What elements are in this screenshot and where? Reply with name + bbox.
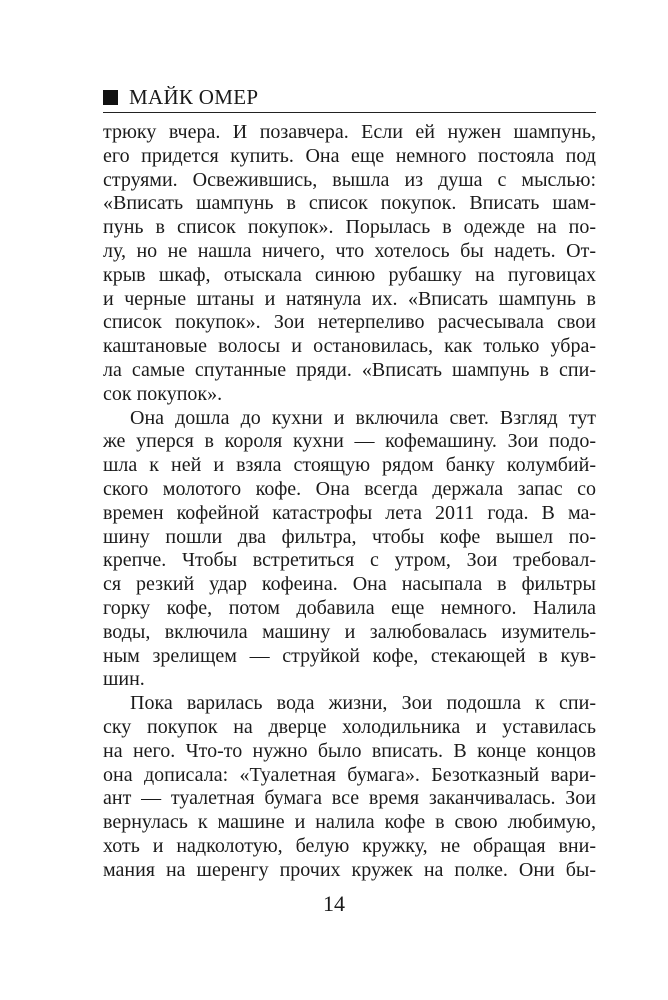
text-line: ла самые спутанные пряди. «Вписать шампунь в спи- [103, 358, 596, 381]
text-line: пунь в список покупок». Порылась в одежде на по- [103, 216, 596, 239]
text-line: ным зрелищем — струйкой кофе, стекающей в кув- [103, 644, 596, 667]
text-line: шин. [103, 668, 145, 691]
text-line: хоть и надколотую, белую кружку, не обращая вни- [103, 834, 596, 857]
page-number: 14 [323, 891, 345, 916]
text-line: воды, включила машину и залюбовалась изумитель- [103, 620, 596, 643]
header-square-icon [103, 90, 118, 105]
text-line: ант — туалетная бумага все время заканчивалась. Зои [103, 787, 596, 810]
text-line: Она дошла до кухни и включила свет. Взгляд тут [130, 406, 596, 429]
text-line: вернулась к машине и налила кофе в свою любимую, [103, 811, 596, 834]
text-line: «Вписать шампунь в список покупок. Вписать шам- [103, 192, 596, 215]
text-line: ся резкий удар кофеина. Она насыпала в фильтры [103, 573, 596, 596]
text-line: она дописала: «Туалетная бумага». Безотказный вари- [103, 763, 596, 786]
text-line: трюку вчера. И позавчера. Если ей нужен шампунь, [103, 121, 596, 143]
running-header [103, 84, 596, 113]
text-line: ску покупок на дверце холодильника и уставилась [103, 715, 596, 738]
text-line: и черные штаны и натянула их. «Вписать шампунь в [103, 287, 596, 310]
text-line: Пока варилась вода жизни, Зои подошла к спи- [130, 692, 596, 715]
text-line: список покупок». Зои нетерпеливо расчесывала свои [103, 311, 596, 334]
text-line: сок покупок». [103, 382, 223, 405]
text-line: на него. Что-то нужно было вписать. В конце концов [103, 739, 596, 762]
text-line: шла к ней и взяла стоящую рядом банку колумбий- [103, 454, 596, 477]
page-body-text [103, 121, 596, 883]
text-line: горку кофе, потом добавила еще немного. Налила [103, 596, 596, 619]
header-author: МАЙК ОМЕР [129, 85, 259, 109]
text-line: каштановые волосы и остановилась, как только убра- [103, 335, 596, 358]
text-line: крепче. Чтобы встретиться с утром, Зои требовал- [103, 549, 596, 572]
text-line: же уперся в короля кухни — кофемашину. Зои подо- [103, 430, 596, 453]
text-line: времен кофейной катастрофы лета 2011 года. В ма- [103, 501, 596, 524]
text-line: ского молотого кофе. Она всегда держала запас со [103, 477, 596, 500]
text-line: шину пошли два фильтра, чтобы кофе вышел по- [103, 525, 596, 548]
text-line: крыв шкаф, отыскала синюю рубашку на пуговицах [103, 263, 596, 286]
text-line: мания на шеренгу прочих кружек на полке. Они бы- [103, 858, 596, 881]
text-line: лу, но не нашла ничего, что хотелось бы надеть. От- [103, 239, 596, 262]
text-line: его придется купить. Она еще немного постояла под [103, 144, 596, 167]
text-line: струями. Освежившись, вышла из душа с мыслью: [103, 168, 596, 191]
